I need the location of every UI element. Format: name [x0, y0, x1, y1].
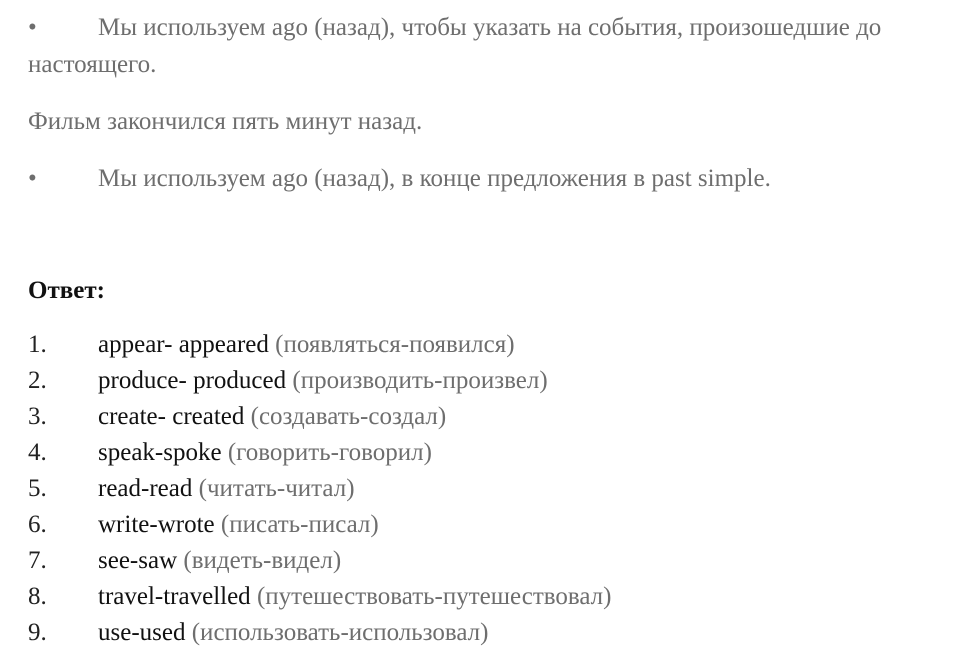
- item-number: 1.: [28, 331, 47, 358]
- item-number: 5.: [28, 475, 47, 502]
- bullet-paragraph-ago-position: [28, 160, 938, 197]
- verb-translation: (создавать-создал): [250, 403, 447, 430]
- bullet-paragraph-text: Мы используем ago (назад), в конце предложения в past simple.: [98, 165, 771, 192]
- verb-forms: create- created: [98, 403, 245, 430]
- verb-translation: (появляться-появился): [275, 331, 515, 358]
- verb-translation: (писать-писал): [220, 511, 379, 538]
- bullet-paragraph-text: Мы используем ago (назад), чтобы указать на события, произошедшие до настоящего.: [28, 14, 882, 78]
- item-number: 2.: [28, 367, 47, 394]
- list-item: [28, 615, 938, 651]
- list-item: [28, 543, 938, 579]
- item-number: 9.: [28, 619, 47, 646]
- list-item: [28, 579, 938, 615]
- verb-forms: use-used: [98, 619, 186, 646]
- verb-forms: produce- produced: [98, 367, 287, 394]
- answer-list: [28, 327, 938, 651]
- verb-forms: write-wrote: [98, 511, 215, 538]
- bullet-paragraph-ago-past: [28, 9, 938, 83]
- item-number: 8.: [28, 583, 47, 610]
- verb-translation: (использовать-использовал): [191, 619, 489, 646]
- verb-forms: read-read: [98, 475, 193, 502]
- verb-translation: (читать-читал): [198, 475, 355, 502]
- bullet-icon: •: [28, 165, 37, 192]
- verb-translation: (говорить-говорил): [227, 439, 432, 466]
- item-number: 3.: [28, 403, 47, 430]
- verb-forms: speak-spoke: [98, 439, 222, 466]
- list-item: [28, 507, 938, 543]
- item-number: 6.: [28, 511, 47, 538]
- verb-forms: travel-travelled: [98, 583, 251, 610]
- list-item: [28, 399, 938, 435]
- list-item: [28, 471, 938, 507]
- verb-forms: see-saw: [98, 547, 178, 574]
- list-item: [28, 363, 938, 399]
- list-item: [28, 435, 938, 471]
- verb-translation: (путешествовать-путешествовал): [256, 583, 612, 610]
- list-item: [28, 327, 938, 363]
- bullet-icon: •: [28, 14, 37, 41]
- item-number: 7.: [28, 547, 47, 574]
- verb-translation: (производить-произвел): [292, 367, 548, 394]
- verb-translation: (видеть-видел): [183, 547, 342, 574]
- item-number: 4.: [28, 439, 47, 466]
- example-sentence: Фильм закончился пять минут назад.: [28, 108, 423, 135]
- answer-heading: Ответ:: [28, 277, 105, 304]
- verb-forms: appear- appeared: [98, 331, 269, 358]
